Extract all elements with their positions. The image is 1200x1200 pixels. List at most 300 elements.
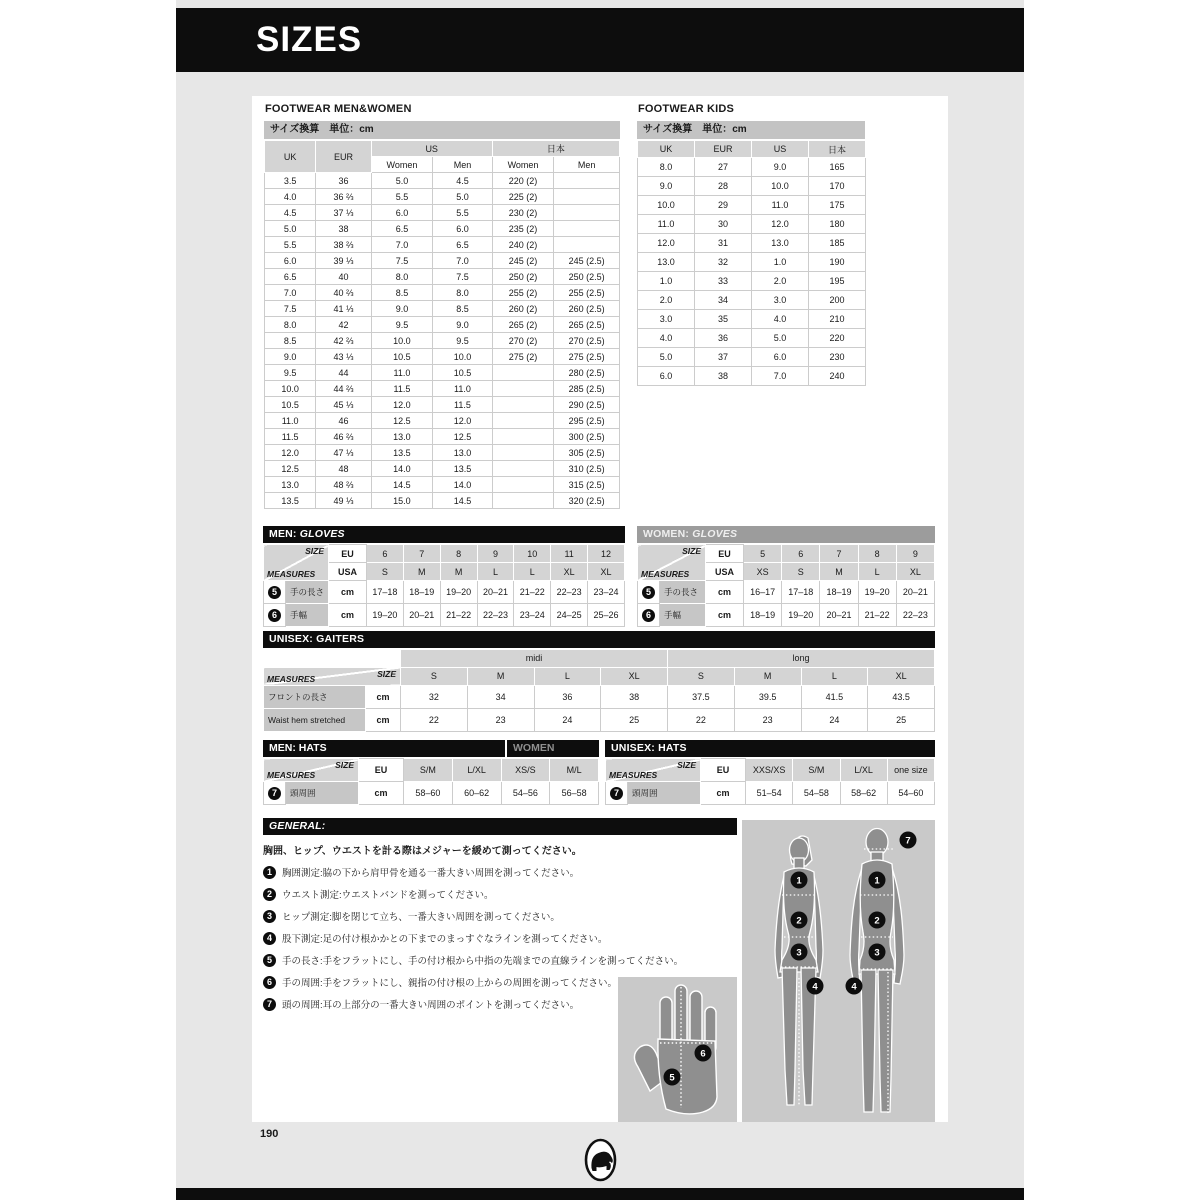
table-cell <box>554 189 620 205</box>
table-cell: 日本 <box>809 141 866 158</box>
table-cell: 21–22 <box>514 581 551 604</box>
table-cell: S/M <box>404 759 453 782</box>
section-bar-women: WOMEN <box>507 740 599 757</box>
table-cell: 7.5 <box>371 253 433 269</box>
table-cell: 4.0 <box>638 329 695 348</box>
table-cell: 6.5 <box>265 269 316 285</box>
page-footer-bar <box>176 1188 1024 1200</box>
table-cell: 22 <box>668 708 735 731</box>
svg-text:5: 5 <box>669 1072 675 1084</box>
table-cell: 180 <box>809 215 866 234</box>
table-cell <box>554 221 620 237</box>
table-cell: 210 <box>809 310 866 329</box>
table-cell: 255 (2) <box>492 285 554 301</box>
table-cell: 240 <box>809 367 866 386</box>
table-cell: 18–19 <box>744 604 782 627</box>
table-cell: 265 (2) <box>492 317 554 333</box>
row-header: EU <box>701 759 746 782</box>
gaiters-table <box>263 649 935 732</box>
measure-label: 頭周囲 <box>628 782 701 805</box>
svg-text:2: 2 <box>874 915 880 927</box>
table-cell: 20–21 <box>820 604 858 627</box>
table-row <box>265 333 620 349</box>
table-cell: 12.0 <box>433 413 493 429</box>
table-cell: 3.0 <box>752 291 809 310</box>
table-cell: 5.0 <box>433 189 493 205</box>
svg-text:1: 1 <box>874 875 880 887</box>
table-cell: 260 (2.5) <box>554 301 620 317</box>
table-cell: 37 <box>695 348 752 367</box>
instruction-item: 4 股下測定:足の付け根かかとの下までのまっすぐなラインを測ってください。 <box>263 931 738 945</box>
circled-number: 2 <box>263 888 276 901</box>
unit-cell: cm <box>366 685 401 708</box>
measure-row <box>264 581 625 604</box>
table-cell: UK <box>638 141 695 158</box>
circled-number: 5 <box>263 954 276 967</box>
measure-row <box>606 782 935 805</box>
table-cell <box>492 381 554 397</box>
table-cell: 39.5 <box>734 685 801 708</box>
hats-men-section <box>263 740 599 805</box>
table-cell: 18–19 <box>820 581 858 604</box>
size-measures-corner: SIZE MEASURES <box>264 545 329 581</box>
table-cell: 20–21 <box>896 581 934 604</box>
measure-label: 手幅 <box>286 604 329 627</box>
table-cell: 300 (2.5) <box>554 429 620 445</box>
table-cell: 43 ⅓ <box>316 349 371 365</box>
table-cell: 58–62 <box>840 782 887 805</box>
measure-label: 手幅 <box>660 604 706 627</box>
size-measures-corner: SIZE MEASURES <box>638 545 706 581</box>
mammut-logo-icon <box>578 1136 622 1184</box>
column-header: Men <box>554 157 620 173</box>
unit-cell: cm <box>706 604 744 627</box>
measure-number-cell <box>638 604 660 627</box>
table-cell: 6.5 <box>433 237 493 253</box>
table-cell: 9.0 <box>433 317 493 333</box>
table-cell: 5.0 <box>638 348 695 367</box>
table-cell: 200 <box>809 291 866 310</box>
body-measurement-diagram <box>742 820 935 1122</box>
table-cell: 12.5 <box>265 461 316 477</box>
section-bar <box>263 740 599 757</box>
table-cell: 7.5 <box>265 301 316 317</box>
table-cell: 46 <box>316 413 371 429</box>
table-cell: 11.0 <box>433 381 493 397</box>
table-cell: 7 <box>820 545 858 563</box>
size-conversion-label: サイズ換算 単位：cm <box>637 121 865 139</box>
table-cell: 190 <box>809 253 866 272</box>
table-cell: 280 (2.5) <box>554 365 620 381</box>
svg-text:4: 4 <box>812 981 818 993</box>
footwear-adults-section <box>264 103 620 509</box>
table-cell: 24 <box>801 708 868 731</box>
measure-row <box>264 708 935 731</box>
table-row <box>638 177 866 196</box>
page-header-bar <box>176 8 1024 72</box>
table-cell: 220 (2) <box>492 173 554 189</box>
table-cell: 19–20 <box>440 581 477 604</box>
table-cell: 13.5 <box>265 493 316 509</box>
table-cell <box>554 205 620 221</box>
unit-cell: cm <box>701 782 746 805</box>
table-cell: 250 (2.5) <box>554 269 620 285</box>
svg-text:3: 3 <box>796 947 802 959</box>
table-cell: 23–24 <box>588 581 625 604</box>
table-row <box>265 413 620 429</box>
measure-row <box>638 604 935 627</box>
table-cell: 5.5 <box>433 205 493 221</box>
table-cell: 19–20 <box>858 581 896 604</box>
section-title: FOOTWEAR KIDS <box>638 103 735 115</box>
table-cell: 36 <box>316 173 371 189</box>
table-cell: 8.0 <box>638 158 695 177</box>
table-cell: 27 <box>695 158 752 177</box>
table-cell: XL <box>588 563 625 581</box>
table-cell: 32 <box>695 253 752 272</box>
table-cell: 8.0 <box>433 285 493 301</box>
footwear-adults-table <box>264 140 620 509</box>
table-cell: 12.5 <box>433 429 493 445</box>
table-row <box>265 221 620 237</box>
unit-cell: cm <box>366 708 401 731</box>
table-cell: 36 <box>695 329 752 348</box>
section-bar-men: MEN: HATS <box>263 740 505 757</box>
table-cell: 6.0 <box>265 253 316 269</box>
row-header: USA <box>706 563 744 581</box>
table-cell: 32 <box>401 685 468 708</box>
table-cell: 22–23 <box>477 604 514 627</box>
table-cell: 12.0 <box>752 215 809 234</box>
table-cell: L/XL <box>840 759 887 782</box>
measure-row <box>264 685 935 708</box>
table-cell: M <box>734 667 801 685</box>
table-cell: 290 (2.5) <box>554 397 620 413</box>
table-cell: 225 (2) <box>492 189 554 205</box>
table-cell: 230 (2) <box>492 205 554 221</box>
circled-number: 7 <box>610 787 623 800</box>
table-cell: 45 ⅓ <box>316 397 371 413</box>
table-row <box>265 269 620 285</box>
column-group-header: 日本 <box>492 141 619 157</box>
gloves-women-section <box>637 526 935 627</box>
circled-number: 6 <box>642 609 655 622</box>
svg-text:3: 3 <box>874 947 880 959</box>
table-cell: 260 (2) <box>492 301 554 317</box>
table-cell: M <box>403 563 440 581</box>
table-row <box>265 461 620 477</box>
measure-number-cell <box>638 581 660 604</box>
column-header: EUR <box>316 141 371 173</box>
table-row <box>265 205 620 221</box>
unit-cell: cm <box>329 581 367 604</box>
measure-label: フロントの長さ <box>264 685 366 708</box>
table-cell: XL <box>868 667 935 685</box>
table-cell: L/XL <box>452 759 501 782</box>
table-cell: 4.0 <box>752 310 809 329</box>
table-cell: 11.0 <box>752 196 809 215</box>
table-cell: 275 (2.5) <box>554 349 620 365</box>
unit-cell: cm <box>359 782 404 805</box>
table-row <box>265 445 620 461</box>
table-cell: 54–60 <box>887 782 934 805</box>
column-group-header: US <box>371 141 492 157</box>
table-cell: 245 (2.5) <box>554 253 620 269</box>
table-cell: 9.5 <box>265 365 316 381</box>
table-cell: 6.0 <box>638 367 695 386</box>
table-cell: L <box>477 563 514 581</box>
table-row <box>638 310 866 329</box>
table-cell: 10.0 <box>371 333 433 349</box>
table-cell <box>492 493 554 509</box>
section-bar: MEN: GLOVES <box>263 526 625 543</box>
row-header: EU <box>359 759 404 782</box>
gaiters-section <box>263 631 935 732</box>
table-cell: M <box>467 667 534 685</box>
size-measures-corner: SIZE MEASURES <box>606 759 701 782</box>
table-cell: 4.5 <box>265 205 316 221</box>
footwear-kids-section <box>637 103 865 386</box>
table-cell: US <box>752 141 809 158</box>
table-cell: 21–22 <box>440 604 477 627</box>
table-cell: 9.0 <box>638 177 695 196</box>
table-cell: 9.5 <box>433 333 493 349</box>
table-cell: 195 <box>809 272 866 291</box>
table-cell: 11.0 <box>638 215 695 234</box>
header-row <box>264 545 625 563</box>
table-row <box>265 429 620 445</box>
table-cell <box>554 173 620 189</box>
table-cell: 8.5 <box>433 301 493 317</box>
table-cell <box>492 461 554 477</box>
table-row <box>265 173 620 189</box>
table-cell: 7.0 <box>433 253 493 269</box>
circled-number: 3 <box>263 910 276 923</box>
table-cell: S <box>401 667 468 685</box>
general-section-bar: GENERAL: <box>263 818 737 835</box>
unit-cell: cm <box>706 581 744 604</box>
table-cell: 29 <box>695 196 752 215</box>
table-cell: 1.0 <box>752 253 809 272</box>
table-row <box>638 253 866 272</box>
table-cell: 41 ⅓ <box>316 301 371 317</box>
table-cell: 12.0 <box>371 397 433 413</box>
gloves-men-section <box>263 526 625 627</box>
table-cell: 41.5 <box>801 685 868 708</box>
measure-label: Waist hem stretched <box>264 708 366 731</box>
table-row <box>638 215 866 234</box>
column-header: Men <box>433 157 493 173</box>
table-cell: 31 <box>695 234 752 253</box>
table-cell: 13.5 <box>433 461 493 477</box>
table-cell <box>492 397 554 413</box>
table-cell: 175 <box>809 196 866 215</box>
table-cell: M <box>440 563 477 581</box>
table-cell: 310 (2.5) <box>554 461 620 477</box>
table-cell: 25 <box>601 708 668 731</box>
header-row <box>265 141 620 157</box>
instruction-item: 5 手の長さ:手をフラットにし、手の付け根から中指の先端までの直線ラインを測ってください。 <box>263 953 738 967</box>
table-cell: 34 <box>467 685 534 708</box>
table-cell: 220 <box>809 329 866 348</box>
column-header: Women <box>371 157 433 173</box>
measure-row <box>264 782 599 805</box>
table-row <box>265 285 620 301</box>
table-cell: 1.0 <box>638 272 695 291</box>
table-cell: EUR <box>695 141 752 158</box>
hats-men-table <box>263 758 599 805</box>
table-cell: 11.5 <box>433 397 493 413</box>
table-cell: 13.0 <box>371 429 433 445</box>
table-cell: 3.0 <box>638 310 695 329</box>
table-row <box>638 234 866 253</box>
table-cell: 8 <box>858 545 896 563</box>
svg-text:2: 2 <box>796 915 802 927</box>
table-row <box>265 237 620 253</box>
table-cell: 5.5 <box>265 237 316 253</box>
table-cell: 54–58 <box>793 782 840 805</box>
table-cell: 47 ⅓ <box>316 445 371 461</box>
circled-number: 5 <box>268 586 281 599</box>
table-cell: 22–23 <box>896 604 934 627</box>
table-row <box>265 493 620 509</box>
table-cell: 23 <box>734 708 801 731</box>
table-cell: 7.0 <box>752 367 809 386</box>
page-number: 190 <box>260 1128 279 1140</box>
table-cell: 18–19 <box>403 581 440 604</box>
measure-label: 頭周囲 <box>286 782 359 805</box>
measure-row <box>264 604 625 627</box>
section-bar: UNISEX: GAITERS <box>263 631 935 648</box>
table-cell: 48 <box>316 461 371 477</box>
table-cell: 9.0 <box>265 349 316 365</box>
table-cell: 11 <box>551 545 588 563</box>
table-cell: 20–21 <box>477 581 514 604</box>
header-row <box>264 759 599 782</box>
table-cell: 10.5 <box>371 349 433 365</box>
table-cell: 315 (2.5) <box>554 477 620 493</box>
row-header: EU <box>706 545 744 563</box>
circled-number: 4 <box>263 932 276 945</box>
table-cell: 9.0 <box>752 158 809 177</box>
table-cell: L <box>858 563 896 581</box>
table-cell: 320 (2.5) <box>554 493 620 509</box>
column-group-header: midi <box>401 650 668 668</box>
table-cell: XL <box>551 563 588 581</box>
table-cell: 24 <box>534 708 601 731</box>
table-cell: 10.0 <box>752 177 809 196</box>
table-cell: 20–21 <box>403 604 440 627</box>
measure-number-cell <box>264 604 286 627</box>
table-cell: 235 (2) <box>492 221 554 237</box>
table-cell: 270 (2) <box>492 333 554 349</box>
table-cell: 270 (2.5) <box>554 333 620 349</box>
table-cell: 21–22 <box>858 604 896 627</box>
gloves-men-table <box>263 544 625 627</box>
table-cell: 24–25 <box>551 604 588 627</box>
table-cell: 10.5 <box>265 397 316 413</box>
table-cell: 43.5 <box>868 685 935 708</box>
table-cell: 5.5 <box>371 189 433 205</box>
table-row <box>265 301 620 317</box>
circled-number: 1 <box>263 866 276 879</box>
content-panel <box>252 96 948 1122</box>
table-cell: 10.5 <box>433 365 493 381</box>
table-cell: 15.0 <box>371 493 433 509</box>
table-cell: M <box>820 563 858 581</box>
table-cell <box>554 237 620 253</box>
table-cell: 25 <box>868 708 935 731</box>
instruction-item: 3 ヒップ測定:脚を閉じて立ち、一番大きい周囲を測ってください。 <box>263 909 738 923</box>
blank-cell <box>264 650 401 668</box>
table-cell: 44 <box>316 365 371 381</box>
column-header: Women <box>492 157 554 173</box>
unit-cell: cm <box>329 604 367 627</box>
table-cell: S <box>367 563 404 581</box>
table-cell: 37.5 <box>668 685 735 708</box>
table-cell: 38 <box>316 221 371 237</box>
table-row <box>638 367 866 386</box>
table-cell: L <box>534 667 601 685</box>
table-cell: 51–54 <box>746 782 793 805</box>
footwear-kids-table <box>637 140 866 386</box>
table-cell: 8.5 <box>265 333 316 349</box>
table-cell: 305 (2.5) <box>554 445 620 461</box>
table-cell: 60–62 <box>452 782 501 805</box>
table-cell: 19–20 <box>367 604 404 627</box>
measure-label: 手の長さ <box>286 581 329 604</box>
section-bar: WOMEN: GLOVES <box>637 526 935 543</box>
table-cell: 2.0 <box>752 272 809 291</box>
table-cell: 11.5 <box>265 429 316 445</box>
table-cell: 13.0 <box>433 445 493 461</box>
header-row <box>264 667 935 685</box>
table-cell: 16–17 <box>744 581 782 604</box>
table-row <box>265 253 620 269</box>
table-cell: 36 <box>534 685 601 708</box>
column-group-header: long <box>668 650 935 668</box>
table-row <box>265 477 620 493</box>
table-cell: 7.5 <box>433 269 493 285</box>
hats-unisex-table <box>605 758 935 805</box>
measure-label: 手の長さ <box>660 581 706 604</box>
table-cell: 6.0 <box>371 205 433 221</box>
measure-number-cell <box>264 782 286 805</box>
table-cell: 6.0 <box>752 348 809 367</box>
header-row <box>606 759 935 782</box>
table-cell: 13.0 <box>638 253 695 272</box>
table-cell: 30 <box>695 215 752 234</box>
table-row <box>265 381 620 397</box>
table-cell: 4.5 <box>433 173 493 189</box>
table-cell: 25–26 <box>588 604 625 627</box>
table-cell: 6.0 <box>433 221 493 237</box>
table-cell: 48 ⅔ <box>316 477 371 493</box>
instruction-item: 6 手の周囲:手をフラットにし、親指の付け根の上からの周囲を測ってください。 <box>263 975 738 989</box>
table-cell: 11.5 <box>371 381 433 397</box>
measure-number-cell <box>606 782 628 805</box>
table-cell: 49 ⅓ <box>316 493 371 509</box>
general-intro: 胸囲、ヒップ、ウエストを計る際はメジャーを緩めて測ってください。 <box>263 846 582 857</box>
table-cell: 12.5 <box>371 413 433 429</box>
table-cell: 12.0 <box>638 234 695 253</box>
table-cell: 295 (2.5) <box>554 413 620 429</box>
table-cell: 7.0 <box>265 285 316 301</box>
header-row <box>264 650 935 668</box>
table-cell: 5.0 <box>371 173 433 189</box>
table-cell: S <box>782 563 820 581</box>
svg-text:4: 4 <box>851 981 857 993</box>
